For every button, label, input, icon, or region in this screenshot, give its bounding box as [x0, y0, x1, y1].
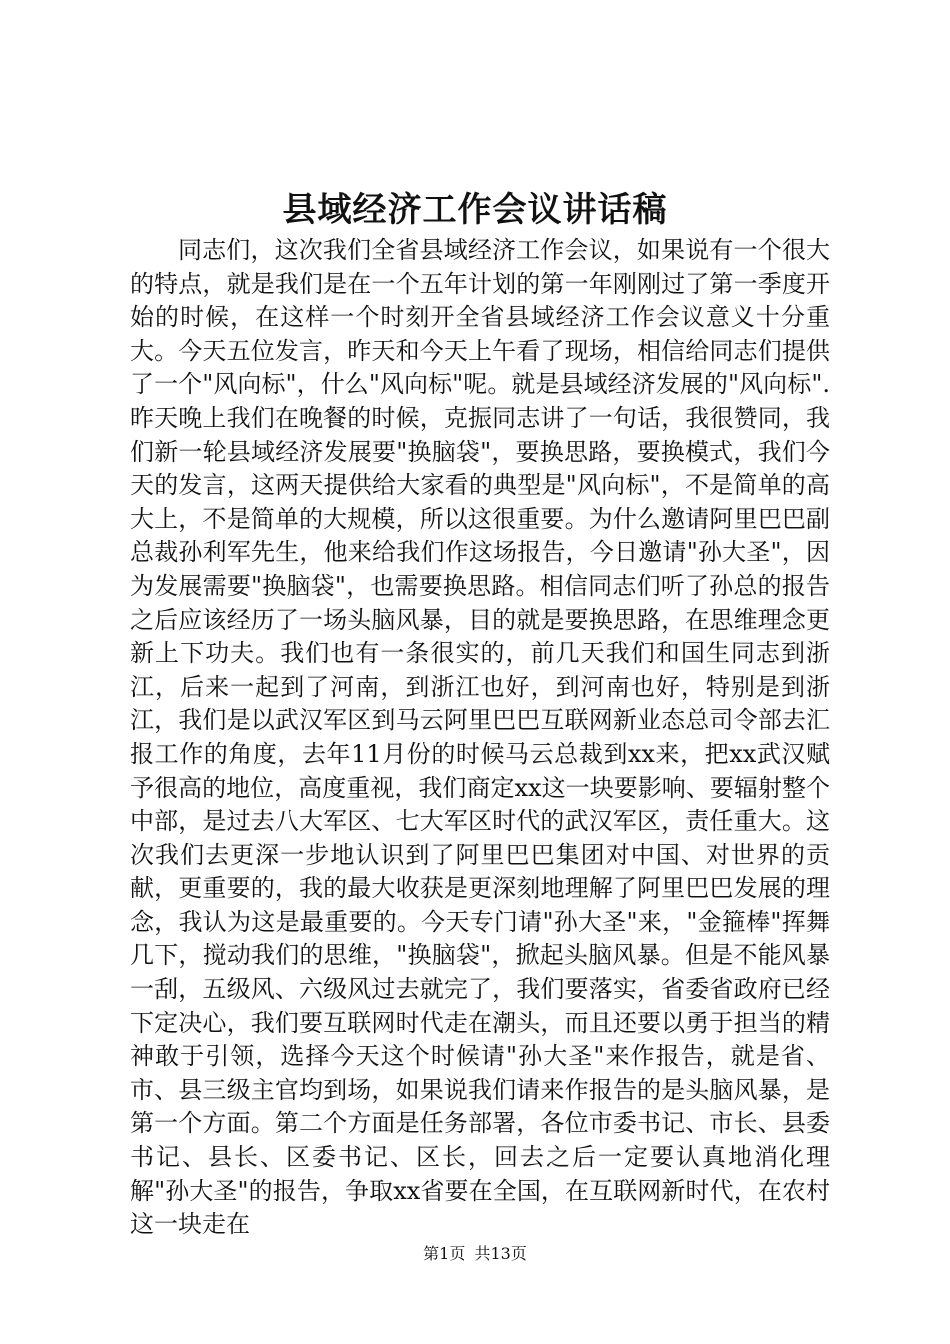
document-title: 县域经济工作会议讲话稿 [282, 190, 668, 230]
page-number-total: 共13页 [474, 1244, 527, 1263]
page-number-current: 第1页 [423, 1244, 466, 1263]
document-body-paragraph: 同志们，这次我们全省县域经济工作会议，如果说有一个很大的特点，就是我们是在一个五年计划的第一年刚刚过了第一季度开始的时候，在这样一个时刻开全省县域经济工作会议意义十分重大。今天五位发言，昨天和今天上午看了现场，相信给同志们提供了一个"风向标"，什么"风向标"呢。就是县域经济发展的"风向标".昨天晚上我们在晚餐的时候，克振同志讲了一句话，我很赞同，我们新一轮县域经济发展要"换脑袋"，要换思路，要换模式，我们今天的发言，这两天提供给大家看的典型是"风向标"，不是简单的高大上，不是简单的大规模，所以这很重要。为什么邀请阿里巴巴副总裁孙利军先生，他来给我们作这场报告，今日邀请"孙大圣"，因为发展需要"换脑袋"，也需要换思路。相信同志们听了孙总的报告之后应该经历了一场头脑风暴，目的就是要换思路，在思维理念更新上下功夫。我们也有一条很实的，前几天我们和国生同志到浙江，后来一起到了河南，到浙江也好，到河南也好，特别是到浙江，我们是以武汉军区到马云阿里巴巴互联网新业态总司令部去汇报工作的角度，去年11月份的时候马云总裁到xx来，把xx武汉赋予很高的地位，高度重视，我们商定xx这一块要影响、要辐射整个中部，是过去八大军区、七大军区时代的武汉军区，责任重大。这次我们去更深一步地认识到了阿里巴巴集团对中国、对世界的贡献，更重要的，我的最大收获是更深刻地理解了阿里巴巴发展的理念，我认为这是最重要的。今天专门请"孙大圣"来，"金箍棒"挥舞几下，搅动我们的思维，"换脑袋"，掀起头脑风暴。但是不能风暴一刮，五级风、六级风过去就完了，我们要落实，省委省政府已经下定决心，我们要互联网时代走在潮头，而且还要以勇于担当的精神敢于引领，选择今天这个时候请"孙大圣"来作报告，就是省、市、县三级主官均到场，如果说我们请来作报告的是头脑风暴，是第一个方面。第二个方面是任务部署，各位市委书记、市长、县委书记、县长、区委书记、区长，回去之后一定要认真地消化理解"孙大圣"的报告，争取xx省要在全国，在互联网新时代，在农村这一块走在 [130, 236, 830, 1239]
page-footer [0, 1243, 950, 1265]
